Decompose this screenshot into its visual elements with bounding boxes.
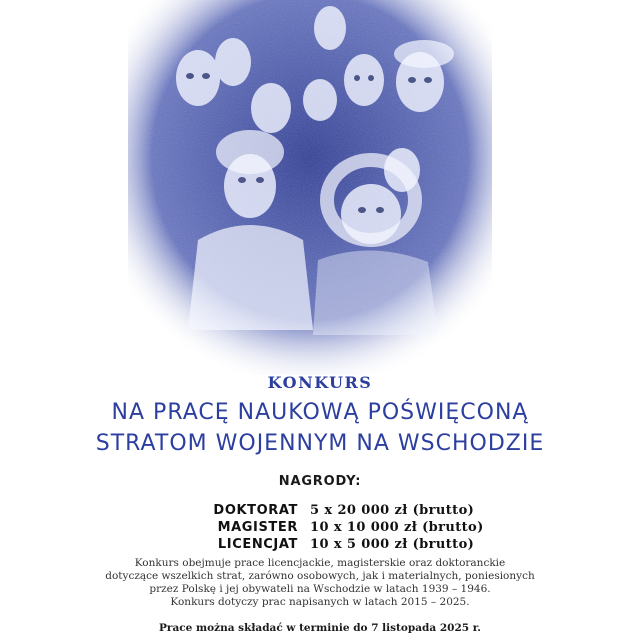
description-line: przez Polskę i jej obywateli na Wschodzie w latach 1939 – 1946.	[149, 583, 491, 595]
description-line: Konkurs obejmuje prace licencjackie, magisterskie oraz doktoranckie	[134, 557, 506, 569]
prize-row	[196, 519, 484, 536]
prize-row	[196, 502, 484, 519]
deadline-text: Prace można składać w terminie do 7 listopada 2025 r.	[159, 622, 481, 634]
title-line-1: NA PRACĘ NAUKOWĄ POŚWIĘCONĄ	[111, 400, 529, 425]
description	[0, 557, 640, 609]
prizes-heading: NAGRODY:	[278, 474, 362, 489]
description-line: dotyczące wszelkich strat, zarówno osobowych, jak i materialnych, poniesionych	[105, 570, 535, 582]
prizes-list	[196, 502, 484, 553]
prize-category: MAGISTER	[217, 520, 298, 535]
prize-amount: 10 x 5 000 zł (brutto)	[310, 537, 475, 552]
prize-category: LICENCJAT	[217, 537, 298, 552]
prize-row	[196, 536, 484, 553]
children-photo	[128, 0, 492, 375]
konkurs-label: KONKURS	[267, 373, 373, 392]
description-line: Konkurs dotyczy prac napisanych w latach 2015 – 2025.	[170, 596, 470, 608]
title-line-2: STRATOM WOJENNYM NA WSCHODZIE	[95, 431, 545, 456]
prize-amount: 10 x 10 000 zł (brutto)	[310, 520, 484, 535]
prize-amount: 5 x 20 000 zł (brutto)	[310, 503, 475, 518]
prize-category: DOKTORAT	[213, 503, 298, 518]
